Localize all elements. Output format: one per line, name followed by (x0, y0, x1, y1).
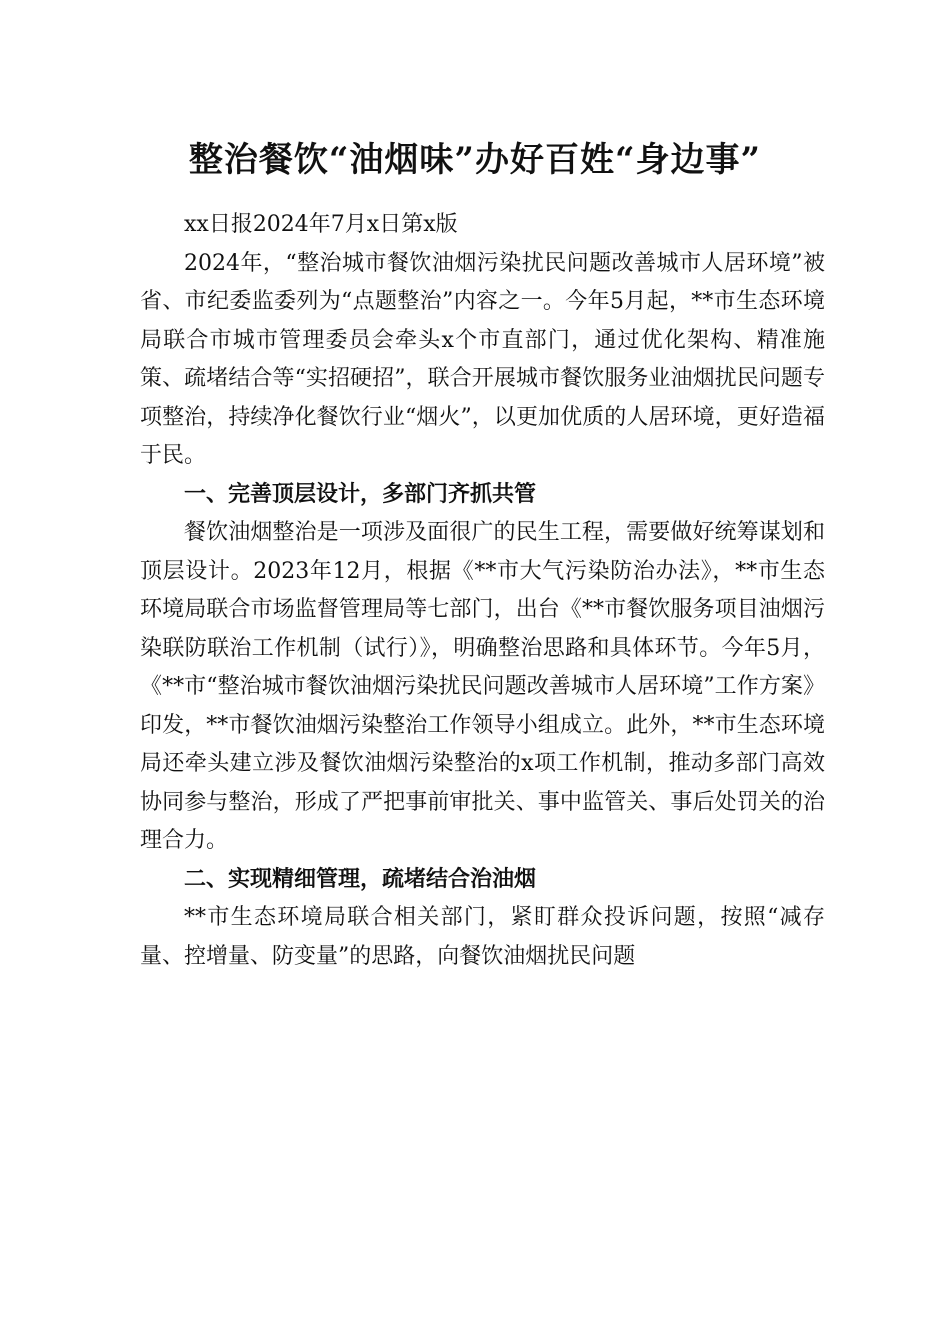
document-body (140, 206, 825, 976)
document-title: 整治餐饮“油烟味”办好百姓“身边事” (188, 140, 762, 180)
section-heading-1: 一、完善顶层设计，多部门齐抓共管 (184, 481, 537, 507)
section-paragraph-1: 餐饮油烟整治是一项涉及面很广的民生工程，需要做好统筹谋划和顶层设计。2023年12月，根据《**市大气污染防治办法》，**市生态环境局联合市场监督管理局等七部门，出台《**市餐饮服务项目油烟污染联防联治工作机制（试行）》，明确整治思路和具体环节。今年5月，《**市“整治城市餐饮油烟污染扰民问题改善城市人居环境”工作方案》印发，**市餐饮油烟污染整治工作领导小组成立。此外，**市生态环境局还牵头建立涉及餐饮油烟污染整治的x项工作机制，推动多部门高效协同参与整治，形成了严把事前审批关、事中监管关、事后处罚关的治理合力。 (140, 520, 825, 853)
section-paragraph-2: **市生态环境局联合相关部门，紧盯群众投诉问题，按照“减存量、控增量、防变量”的思路，向餐饮油烟扰民问题 (140, 905, 825, 969)
source-line: xx日报2024年7月x日第x版 (184, 212, 458, 237)
section-heading-2: 二、实现精细管理，疏堵结合治油烟 (184, 866, 537, 892)
intro-paragraph: 2024年，“整治城市餐饮油烟污染扰民问题改善城市人居环境”被省、市纪委监委列为“点题整治”内容之一。今年5月起，**市生态环境局联合市城市管理委员会牵头x个市直部门，通过优化架构、精准施策、疏堵结合等“实招硬招”，联合开展城市餐饮服务业油烟扰民问题专项整治，持续净化餐饮行业“烟火”，以更加优质的人居环境，更好造福于民。 (140, 250, 825, 468)
